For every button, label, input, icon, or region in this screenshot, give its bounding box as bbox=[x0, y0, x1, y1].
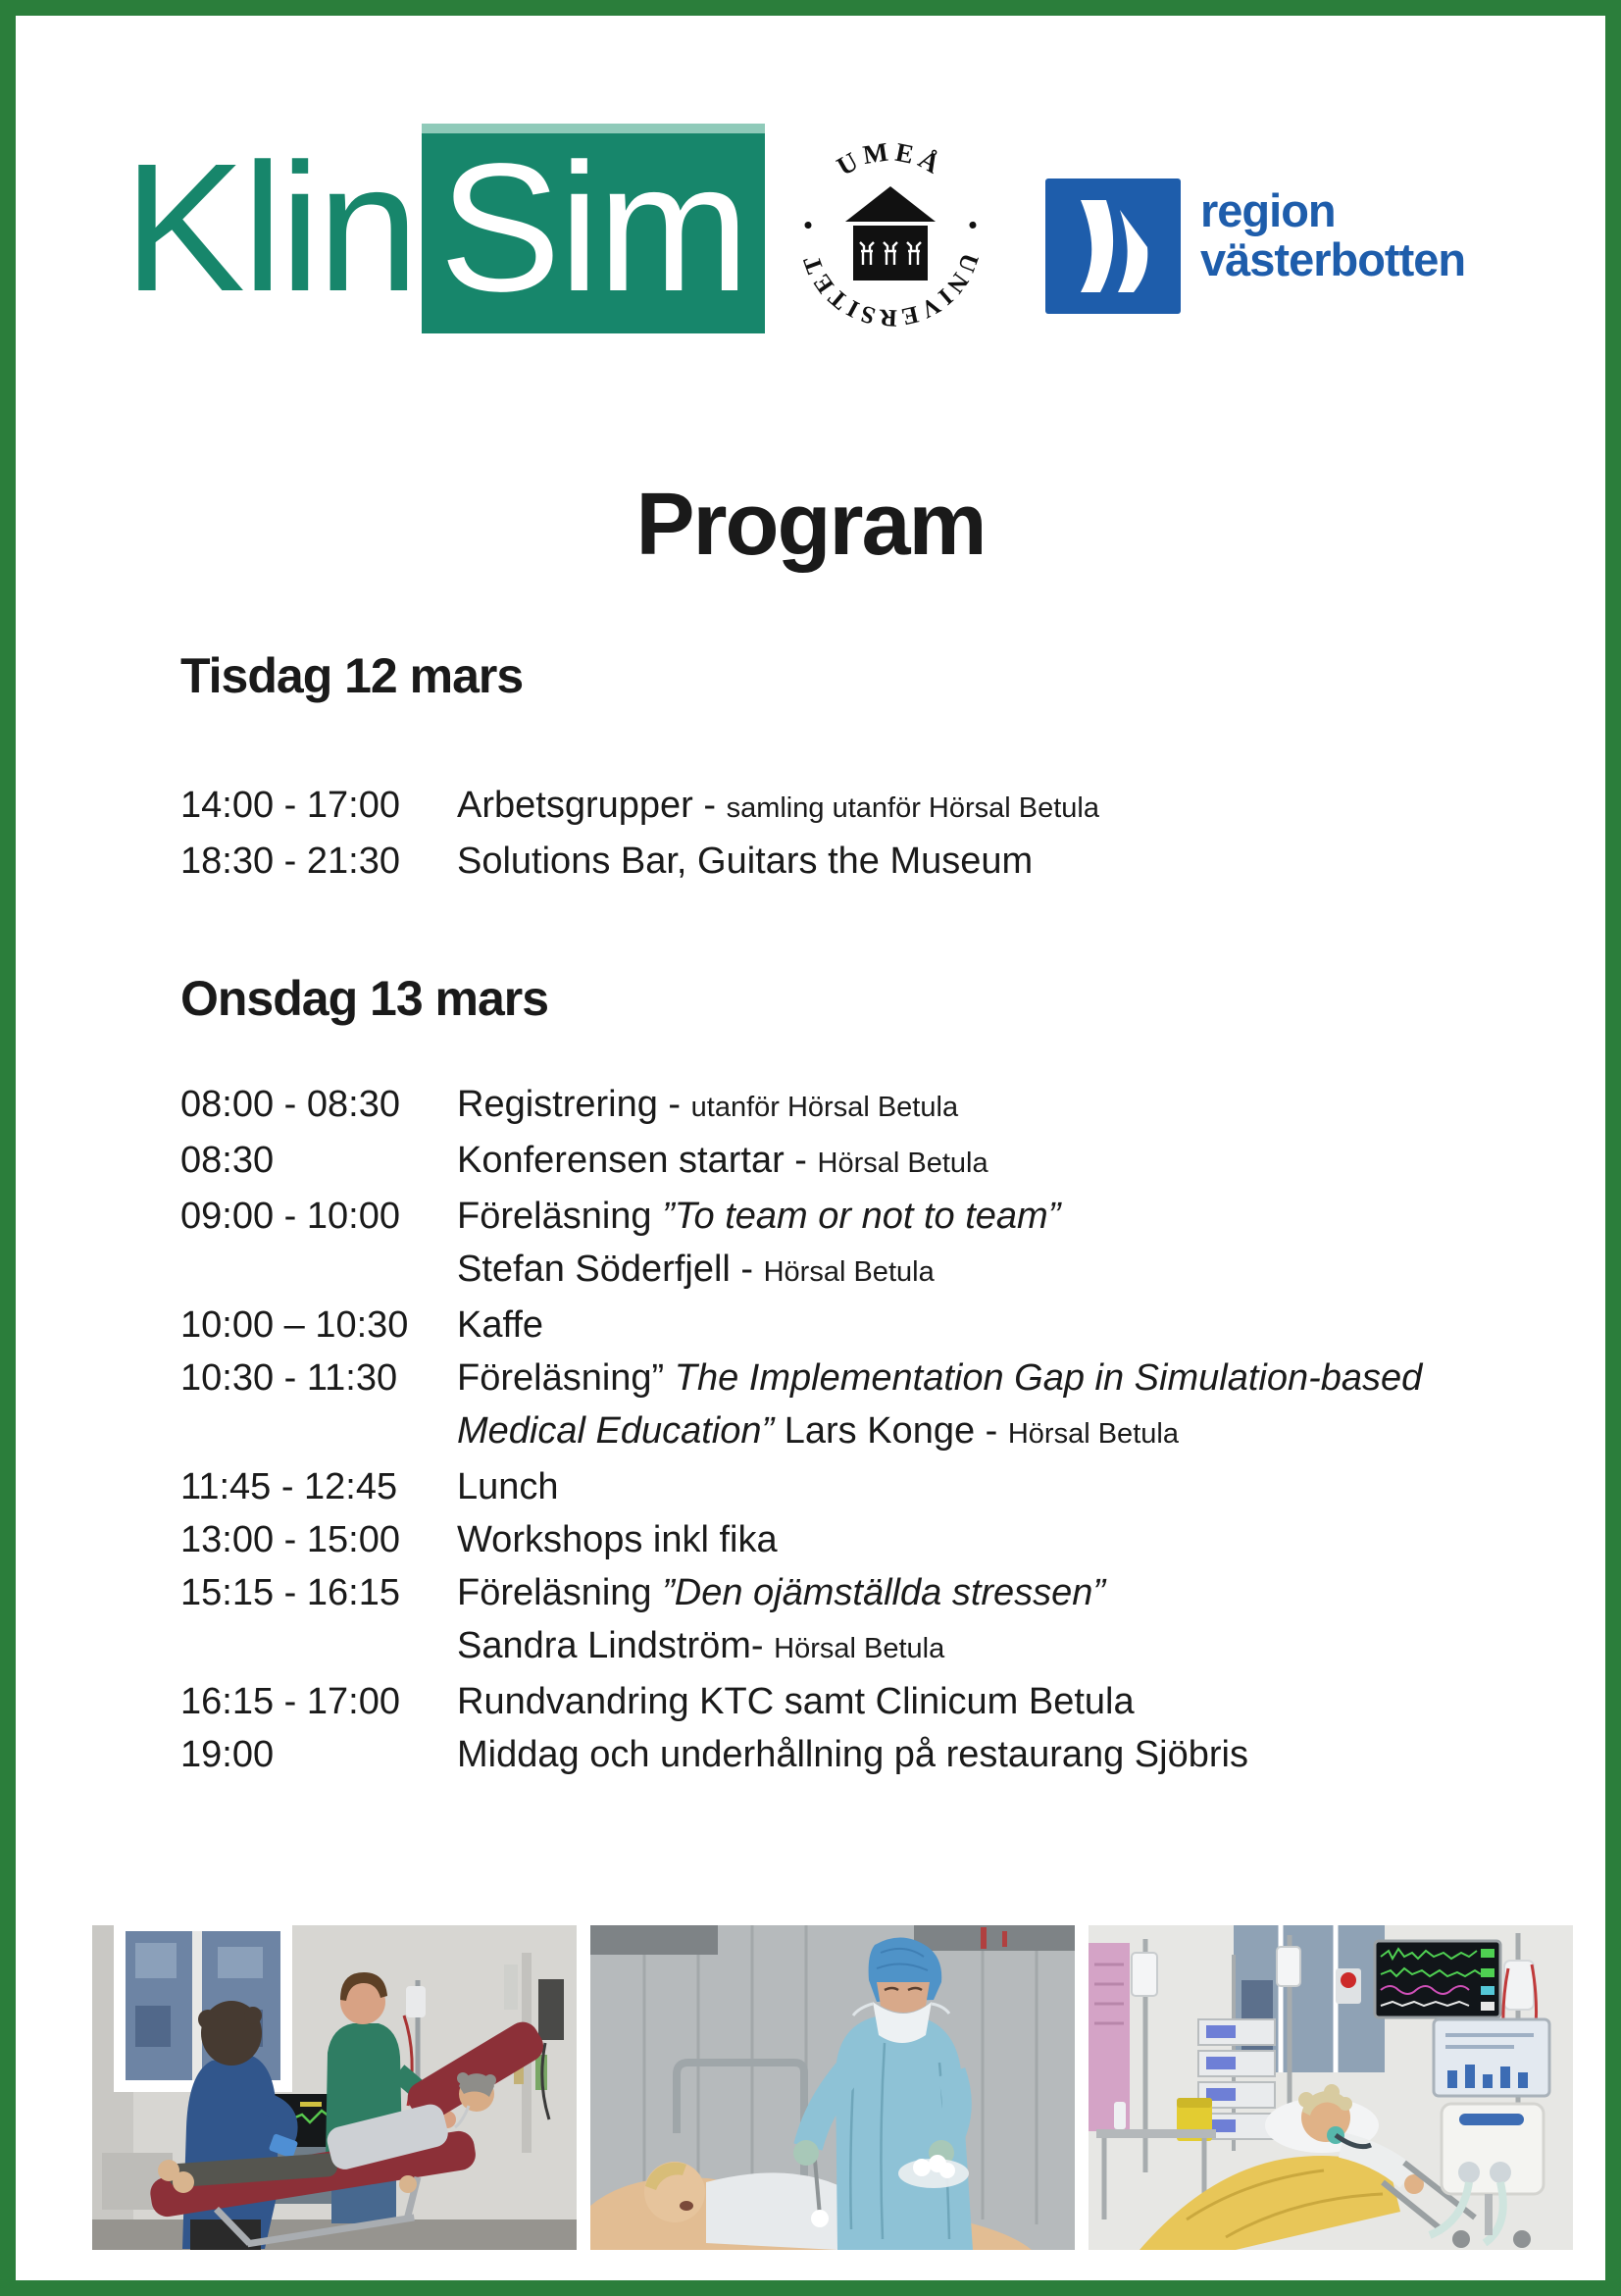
event-text-normal: Rundvandring KTC samt Clinicum Betula bbox=[457, 1681, 1135, 1722]
schedule-row bbox=[180, 1352, 1573, 1404]
row-desc bbox=[457, 1404, 1573, 1460]
seal-separator-dot-left: • bbox=[796, 219, 824, 231]
photo-icu-simulation bbox=[1089, 1925, 1573, 2250]
event-text-normal: Middag och underhållning på restaurang Sjöbris bbox=[457, 1734, 1248, 1775]
region-logo-line2: västerbotten bbox=[1200, 233, 1466, 285]
row-desc bbox=[457, 1352, 1573, 1404]
event-text-italic: Medical Education” bbox=[457, 1410, 775, 1452]
day-heading: Onsdag 13 mars bbox=[180, 971, 549, 1026]
row-desc bbox=[457, 1190, 1573, 1243]
section-rows bbox=[180, 1078, 1573, 1781]
event-text-small: Hörsal Betula bbox=[817, 1148, 988, 1179]
schedule-row bbox=[180, 835, 1573, 888]
schedule-row bbox=[180, 1675, 1573, 1728]
row-time: 13:00 - 15:00 bbox=[180, 1519, 400, 1560]
page-title: Program bbox=[635, 476, 986, 574]
svg-text:• bbox=[796, 219, 823, 231]
row-time: 11:45 - 12:45 bbox=[180, 1466, 398, 1507]
event-text-normal: Kaffe bbox=[457, 1304, 544, 1346]
seal-arc-top-text: UMEÅ bbox=[832, 141, 949, 182]
day-section bbox=[180, 649, 1573, 888]
row-time: 19:00 bbox=[180, 1734, 275, 1775]
row-time: 09:00 - 10:00 bbox=[180, 1196, 400, 1237]
event-text-small: Hörsal Betula bbox=[774, 1633, 945, 1664]
row-desc bbox=[457, 779, 1573, 835]
seal-house-reindeer-emblem bbox=[845, 186, 936, 281]
row-desc bbox=[457, 1299, 1573, 1352]
row-desc bbox=[457, 1619, 1573, 1675]
event-text-normal: Lunch bbox=[457, 1466, 559, 1507]
row-time bbox=[180, 1404, 457, 1460]
row-desc bbox=[457, 1513, 1573, 1566]
event-text-italic: ”To team or not to team” bbox=[662, 1196, 1061, 1237]
event-text-normal: Arbetsgrupper - bbox=[457, 785, 727, 826]
day-section bbox=[180, 972, 1573, 1781]
event-text-normal: Konferensen startar - bbox=[457, 1140, 818, 1181]
schedule-row bbox=[180, 1404, 1573, 1460]
row-desc bbox=[457, 1728, 1573, 1781]
event-text-normal: Föreläsning” bbox=[457, 1357, 675, 1399]
row-desc bbox=[457, 1675, 1573, 1728]
event-text-normal: Workshops inkl fika bbox=[457, 1519, 778, 1560]
schedule-row bbox=[180, 1190, 1573, 1243]
klinsim-logo-text-sim: Sim bbox=[438, 127, 748, 330]
event-text-normal: Föreläsning bbox=[457, 1196, 663, 1237]
event-text-italic: The Implementation Gap in Simulation-based bbox=[674, 1357, 1423, 1399]
schedule-row bbox=[180, 1728, 1573, 1781]
schedule-row bbox=[180, 1299, 1573, 1352]
event-text-normal: Stefan Söderfjell - bbox=[457, 1249, 764, 1290]
schedule-row bbox=[180, 1513, 1573, 1566]
row-time: 14:00 - 17:00 bbox=[180, 785, 400, 826]
schedule-sections bbox=[180, 649, 1573, 1781]
seal-arc-bottom-text: UNIVERSITET bbox=[797, 249, 984, 330]
schedule-row bbox=[180, 1619, 1573, 1675]
row-time bbox=[180, 1619, 457, 1675]
svg-text:UMEÅ bbox=[832, 141, 949, 181]
schedule-row bbox=[180, 779, 1573, 835]
region-logo-line1: region bbox=[1200, 184, 1336, 236]
event-text-small: utanför Hörsal Betula bbox=[690, 1092, 959, 1123]
photo-strip bbox=[92, 1925, 1573, 2250]
row-desc bbox=[457, 1243, 1573, 1299]
klinsim-logo-green-box bbox=[422, 124, 765, 333]
photo-exam-room-simulation bbox=[92, 1925, 577, 2250]
region-vasterbotten-logo bbox=[1045, 179, 1465, 314]
section-rows bbox=[180, 779, 1573, 888]
row-time: 08:00 - 08:30 bbox=[180, 1084, 400, 1125]
row-time: 16:15 - 17:00 bbox=[180, 1681, 400, 1722]
day-heading: Tisdag 12 mars bbox=[180, 648, 524, 703]
schedule-row bbox=[180, 1243, 1573, 1299]
event-text-small: Hörsal Betula bbox=[1007, 1418, 1179, 1450]
row-time bbox=[180, 1243, 457, 1299]
klinsim-logo bbox=[124, 124, 765, 333]
region-vasterbotten-mark bbox=[1045, 179, 1181, 314]
event-text-normal: Föreläsning bbox=[457, 1572, 663, 1613]
schedule-row bbox=[180, 1566, 1573, 1619]
event-text-small: Hörsal Betula bbox=[763, 1256, 935, 1288]
photo-sterile-procedure-training bbox=[590, 1925, 1075, 2250]
event-text-small: samling utanför Hörsal Betula bbox=[726, 792, 1099, 824]
row-desc bbox=[457, 1134, 1573, 1190]
schedule-row bbox=[180, 1460, 1573, 1513]
schedule-row bbox=[180, 1134, 1573, 1190]
row-time: 18:30 - 21:30 bbox=[180, 841, 400, 882]
row-time: 10:00 – 10:30 bbox=[180, 1304, 409, 1346]
event-text-normal: Registrering - bbox=[457, 1084, 691, 1125]
row-time: 08:30 bbox=[180, 1140, 275, 1181]
schedule-row bbox=[180, 1078, 1573, 1134]
event-text-italic: ”Den ojämställda stressen” bbox=[662, 1572, 1106, 1613]
row-desc bbox=[457, 1460, 1573, 1513]
seal-separator-dot-right: • bbox=[957, 219, 985, 231]
row-time: 15:15 - 16:15 bbox=[180, 1572, 400, 1613]
row-desc bbox=[457, 1078, 1573, 1134]
umea-university-seal-logo bbox=[796, 141, 985, 334]
klinsim-logo-text-klin: Klin bbox=[124, 127, 417, 330]
row-desc bbox=[457, 1566, 1573, 1619]
row-desc bbox=[457, 835, 1573, 888]
row-time: 10:30 - 11:30 bbox=[180, 1357, 398, 1399]
event-text-normal: Sandra Lindström- bbox=[457, 1625, 775, 1666]
event-text-normal: Solutions Bar, Guitars the Museum bbox=[457, 841, 1034, 882]
svg-text:• bbox=[958, 219, 985, 231]
event-text-normal: Lars Konge - bbox=[774, 1410, 1008, 1452]
